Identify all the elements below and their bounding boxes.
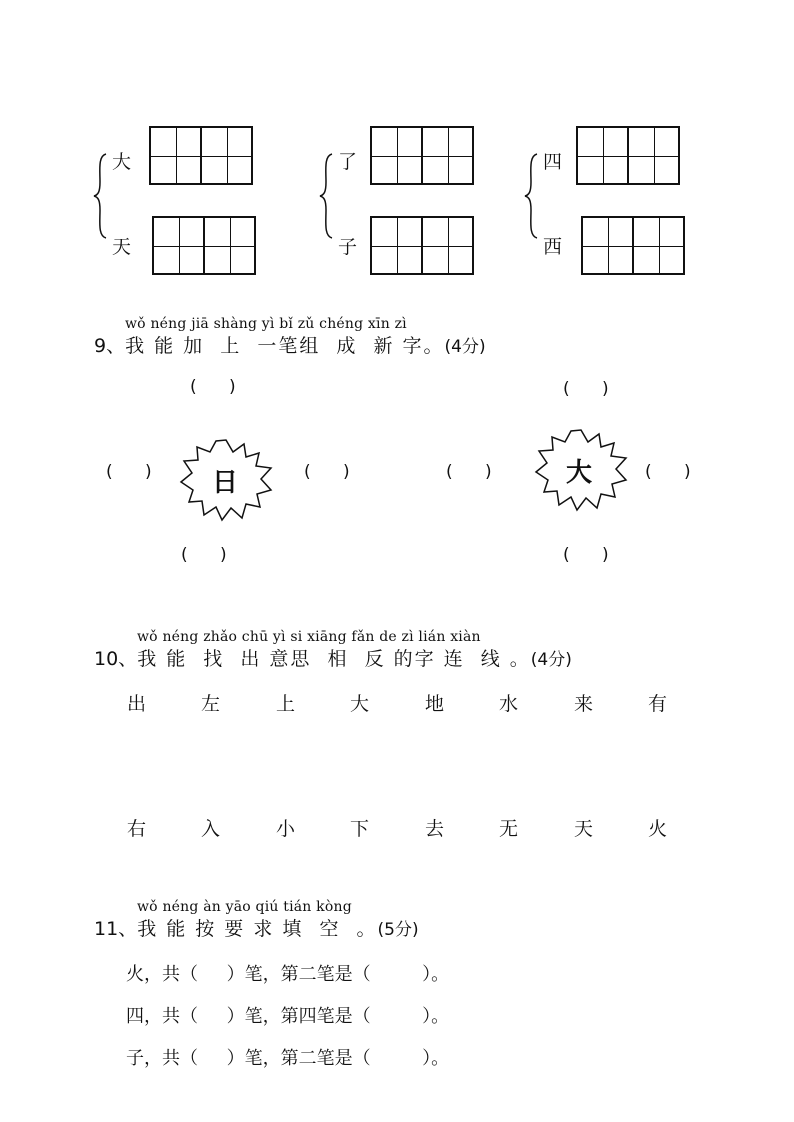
answer-blank[interactable]: ( ) bbox=[446, 462, 492, 482]
char-label: 子 bbox=[338, 236, 358, 258]
answer-blank[interactable]: ( ) bbox=[304, 462, 350, 482]
question-number: 9、 bbox=[94, 335, 126, 357]
starburst-char: 日 bbox=[212, 468, 239, 498]
question-number: 11、 bbox=[94, 918, 138, 940]
writing-grid[interactable] bbox=[152, 216, 256, 275]
fill-blank-item[interactable]: 火，共（ ）笔，第二笔是（ ）。 bbox=[126, 964, 450, 985]
match-word-bottom[interactable]: 天 bbox=[574, 818, 594, 840]
question-text: 我 能 按 要 求 填 空 。 bbox=[137, 918, 378, 940]
fill-blank-item[interactable]: 子，共（ ）笔，第二笔是（ ）。 bbox=[126, 1048, 450, 1069]
char-label: 西 bbox=[543, 236, 563, 258]
question-title bbox=[94, 331, 486, 358]
pinyin-line: wǒ néng àn yāo qiú tián kòng bbox=[137, 899, 352, 915]
match-word-top[interactable]: 来 bbox=[574, 693, 594, 715]
match-word-top[interactable]: 地 bbox=[425, 693, 445, 715]
match-word-top[interactable]: 大 bbox=[350, 693, 370, 715]
char-label: 了 bbox=[338, 151, 358, 173]
match-word-bottom[interactable]: 小 bbox=[276, 818, 296, 840]
brace-icon bbox=[92, 152, 108, 240]
match-word-top[interactable]: 有 bbox=[648, 693, 668, 715]
match-word-bottom[interactable]: 火 bbox=[648, 818, 668, 840]
writing-grid[interactable] bbox=[149, 126, 253, 185]
pinyin-line: wǒ néng zhǎo chū yì si xiāng fǎn de zì lián xiàn bbox=[137, 629, 481, 645]
question-title bbox=[94, 644, 572, 671]
fill-blank-item[interactable]: 四，共（ ）笔，第四笔是（ ）。 bbox=[126, 1006, 450, 1027]
answer-blank[interactable]: ( ) bbox=[181, 545, 227, 565]
answer-blank[interactable]: ( ) bbox=[563, 545, 609, 565]
match-word-bottom[interactable]: 无 bbox=[499, 818, 519, 840]
question-title bbox=[94, 914, 419, 941]
question-score: (5分) bbox=[377, 920, 419, 940]
match-word-bottom[interactable]: 右 bbox=[127, 818, 147, 840]
answer-blank[interactable]: ( ) bbox=[645, 462, 691, 482]
question-text: 我 能 加 上 一笔组 成 新 字。 bbox=[125, 335, 445, 357]
writing-grid[interactable] bbox=[576, 126, 680, 185]
brace-icon bbox=[523, 152, 539, 240]
question-text: 我 能 找 出 意思 相 反 的字 连 线 。 bbox=[137, 648, 531, 670]
match-word-top[interactable]: 出 bbox=[127, 693, 147, 715]
brace-icon bbox=[318, 152, 334, 240]
match-word-top[interactable]: 上 bbox=[276, 693, 296, 715]
pinyin-line: wǒ néng jiā shàng yì bǐ zǔ chéng xīn zì bbox=[125, 316, 407, 332]
char-label: 四 bbox=[543, 151, 563, 173]
writing-grid[interactable] bbox=[370, 126, 474, 185]
match-word-bottom[interactable]: 去 bbox=[425, 818, 445, 840]
writing-grid[interactable] bbox=[370, 216, 474, 275]
question-score: (4分) bbox=[444, 337, 486, 357]
match-word-top[interactable]: 水 bbox=[499, 693, 519, 715]
match-word-top[interactable]: 左 bbox=[201, 693, 221, 715]
writing-grid[interactable] bbox=[581, 216, 685, 275]
match-word-bottom[interactable]: 入 bbox=[201, 818, 221, 840]
answer-blank[interactable]: ( ) bbox=[190, 377, 236, 397]
char-label: 大 bbox=[112, 151, 132, 173]
char-label: 天 bbox=[112, 236, 132, 258]
question-score: (4分) bbox=[530, 650, 572, 670]
starburst-char: 大 bbox=[566, 458, 593, 488]
answer-blank[interactable]: ( ) bbox=[563, 379, 609, 399]
question-number: 10、 bbox=[94, 648, 138, 670]
match-word-bottom[interactable]: 下 bbox=[350, 818, 370, 840]
answer-blank[interactable]: ( ) bbox=[106, 462, 152, 482]
